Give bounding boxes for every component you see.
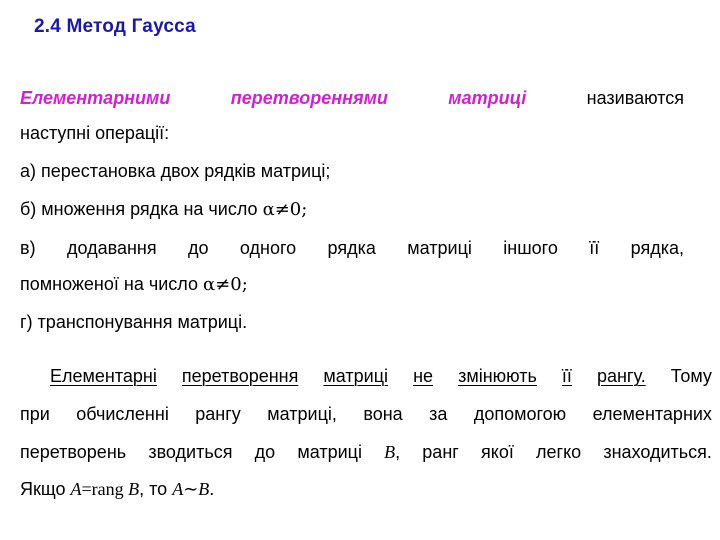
paragraph-word: Тому: [670, 366, 712, 386]
definition-term-word-1: Елементарними: [20, 88, 171, 108]
paragraph-word: матриці,: [267, 404, 337, 424]
paragraph-word: при: [20, 404, 50, 424]
operation-c-word: рядка,: [630, 238, 684, 258]
operation-b-text: б) множення рядка на число: [20, 199, 263, 219]
paragraph-line-1: [50, 364, 712, 388]
alpha-not-zero-b: α≠0;: [262, 199, 308, 220]
underlined-word: не: [413, 366, 434, 386]
equivalence-relation: A∼B: [172, 479, 210, 499]
paragraph-word: ранг: [422, 442, 459, 462]
matrix-b-symbol: B: [128, 479, 140, 499]
underlined-word: матриці: [323, 366, 389, 386]
paragraph-word: знаходиться.: [603, 442, 712, 462]
period: .: [209, 479, 215, 499]
paragraph-word: матриці: [297, 442, 362, 462]
operation-a: а) перестановка двох рядків матриці;: [20, 161, 331, 181]
operation-c-word: рядка: [327, 238, 376, 258]
definition-line-1: [20, 86, 684, 110]
section-title: 2.4 Метод Гаусса: [34, 16, 196, 37]
alpha-not-zero-c: α≠0;: [203, 274, 248, 295]
paragraph-word: якої: [481, 442, 514, 462]
paragraph-word: вона: [363, 404, 403, 424]
paragraph-word: обчисленні: [76, 404, 169, 424]
matrix-a-symbol: A: [70, 479, 82, 499]
underlined-word: перетворення: [181, 366, 299, 386]
paragraph-word: рангу: [195, 404, 241, 424]
underlined-word: змінюють: [458, 366, 537, 386]
paragraph-word: до: [254, 442, 276, 462]
operation-c-word: її: [589, 238, 600, 258]
operation-b: [20, 197, 712, 222]
paragraph-word: зводиться: [148, 442, 233, 462]
definition-line-2: наступні операції:: [20, 123, 170, 143]
definition-verb: називаются: [586, 88, 684, 108]
underlined-word: рангу.: [596, 366, 646, 386]
rank-equation: =rang: [81, 479, 129, 499]
operation-c-line-1: [20, 236, 684, 260]
paragraph-word: допомогою: [473, 404, 567, 424]
operation-c-word: до: [187, 238, 209, 258]
paragraph-line-4: [20, 477, 712, 501]
paragraph-word: елементарних: [592, 404, 712, 424]
underlined-word: її: [561, 366, 572, 386]
operation-c-word: додавання: [66, 238, 157, 258]
paragraph-word: за: [429, 404, 448, 424]
paragraph-text: , то: [139, 479, 173, 499]
underlined-word: Елементарні: [50, 366, 157, 386]
operation-c-word: в): [20, 238, 36, 258]
paragraph-line-3: [20, 440, 712, 464]
paragraph-word: перетворень: [20, 442, 127, 462]
operation-c-line-2: [20, 272, 712, 297]
operation-c-word: іншого: [503, 238, 558, 258]
definition-term-word-2: перетвореннями: [230, 88, 388, 108]
matrix-b-ref: [384, 440, 400, 464]
paragraph-word: легко: [536, 442, 582, 462]
operation-c-text: помноженої на число: [20, 274, 203, 294]
operation-c-word: матриці: [407, 238, 472, 258]
operation-d: г) транспонування матриці.: [20, 312, 248, 332]
definition-term-word-3: матриці: [448, 88, 527, 108]
operation-c-word: одного: [239, 238, 297, 258]
paragraph-text: Якщо: [20, 479, 71, 499]
comma: ,: [395, 442, 401, 462]
paragraph-line-2: [20, 402, 712, 426]
matrix-b-symbol: B: [384, 442, 396, 462]
